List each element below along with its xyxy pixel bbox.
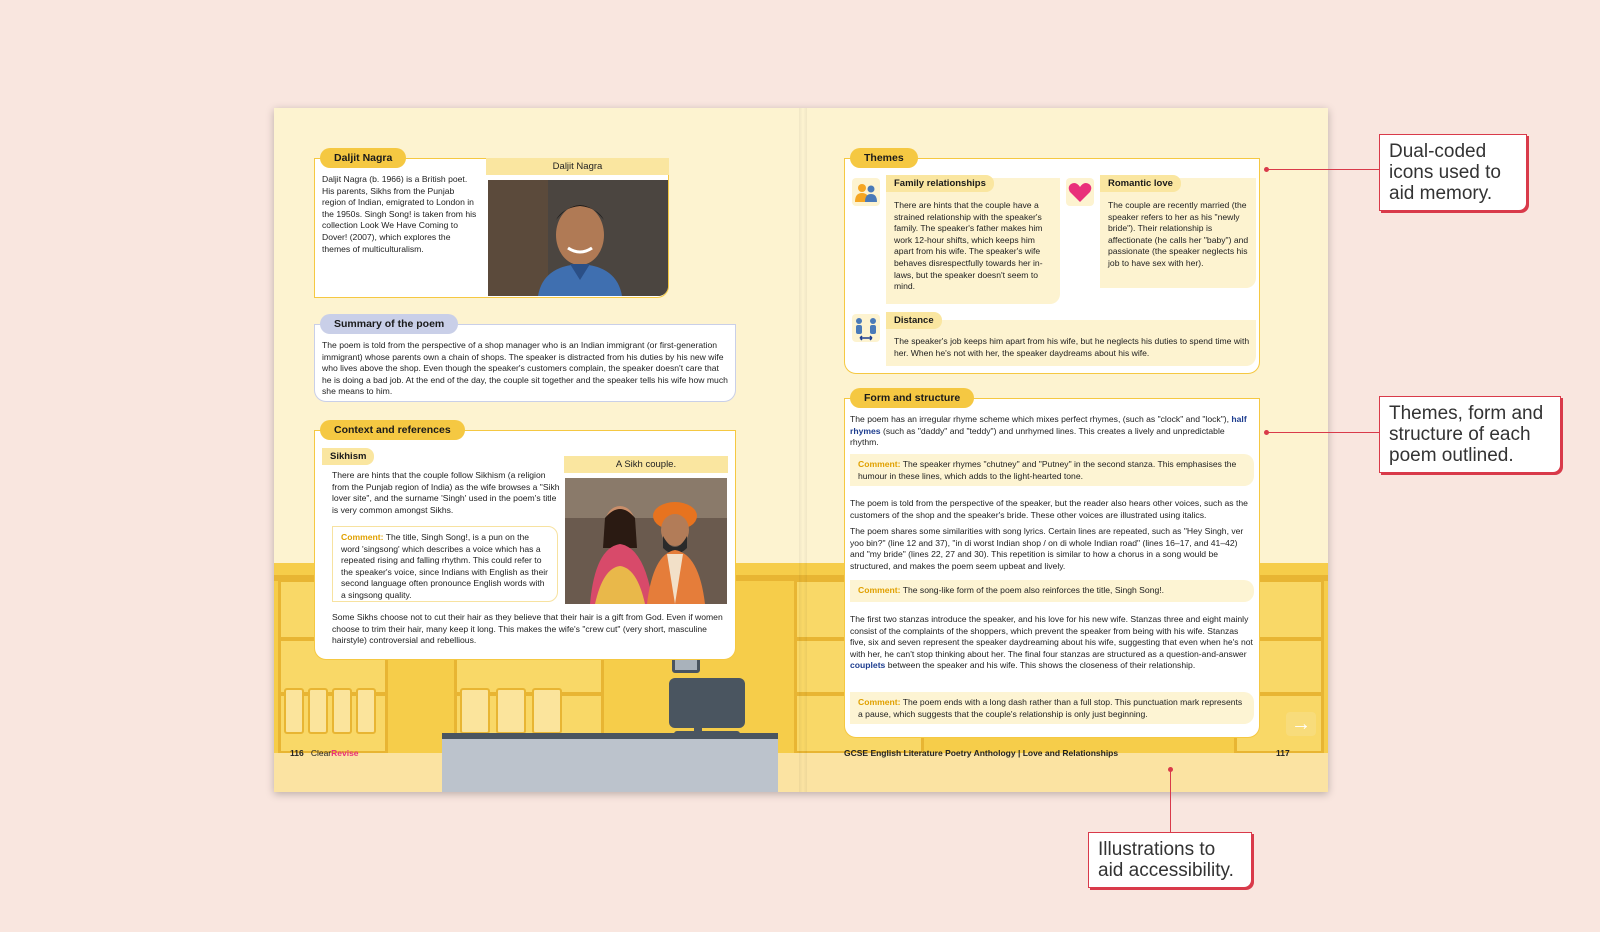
summary-body: The poem is told from the perspective of a shop manager who is an Indian immigrant (or first-generation immigrant) whose parents own a chain of shops. The speaker is distracted from his duties by his new wife who lives above the shop. Even though the speaker's customers complain, the speaker doesn't care that he is doing a bad job. At the end of the day, the couple sit together and the speaker tells his wife how much she means to him. [322,340,728,397]
distance-title: Distance [886,312,942,329]
summary-tag: Summary of the poem [320,314,458,334]
form-tag: Form and structure [850,388,974,408]
form-p4: The first two stanzas introduce the speaker, and his love for his new wife. Stanzas three and eight mainly consist of the complaints of the shoppers, which prevent the speaker from being with his wife. Stanzas five, six and seven represent the speaker daydreaming about his wife, suggesting that even when he's not with her, he can't stop thinking about her. The final four stanzas are structured as a question-and-answer couplets between the speaker and his wife. This shows the closeness of their relationship. [850,614,1253,671]
context-tag: Context and references [320,420,465,440]
cash-register [669,678,745,728]
nagra-photo-caption: Daljit Nagra [486,158,669,175]
callout-icons: Dual-coded icons used to aid memory. [1379,134,1527,211]
keyword-half-rhymes[interactable]: half rhymes [850,414,1247,436]
callout-themes: Themes, form and structure of each poem outlined. [1379,396,1561,473]
heart-icon [1066,178,1094,206]
form-comment-3: Comment: The poem ends with a long dash rather than a full stop. This punctuation mark represents a pause, which suggests that the couple's relationship is only just beginning. [850,692,1254,724]
form-p1: The poem has an irregular rhyme scheme which mixes perfect rhymes, (such as "clock" and "lock"), half rhymes (such as "daddy" and "teddy") and unrhymed lines. This creates a lively and unpredictable rhythm. [850,414,1247,448]
form-comment-2: Comment: The song-like form of the poem also reinforces the title, Singh Song!. [850,580,1254,602]
family-title: Family relationships [886,175,994,192]
page-number-right: 117 [1276,748,1290,758]
keyword-couplets[interactable]: couplets [850,660,886,671]
brand-revise: Revise [331,748,359,758]
nagra-bio: Daljit Nagra (b. 1966) is a British poet. His parents, Sikhs from the Punjab region of Indian, emigrated to London in the 1950s. Singh Song! is taken from his collection Look We Have Coming to Dover! (2007), which explores the themes of multiculturalism. [322,174,477,254]
sikh-couple-photo [565,478,727,604]
form-p2: The poem is told from the perspective of the speaker, but the reader also hears other voices, such as the customers of the shop and the speaker's bride. These other voices are illustrated using italics. [850,498,1248,520]
form-p3: The poem shares some similarities with song lyrics. Certain lines are repeated, such as "Hey Singh, ver yoo bin?" (line 12 and 37), "in di worst Indian shop / on di whole Indian road" (lines 16–17, and 41–42) and "my bride" (lines 22, 27 and 30). This repetition is similar to how a chorus in a song would be structured, and makes the poem seem upbeat and lively. [850,526,1244,571]
sikh-photo-caption: A Sikh couple. [564,456,728,473]
nagra-tag: Daljit Nagra [320,148,406,168]
sikhism-body: There are hints that the couple follow Sikhism (a religion from the Punjab region of India) as the wife browses a "Sikh lover site", and the surname 'Singh' used in the poem's title is very common amongst Sikhs. [332,470,560,515]
form-comment-1: Comment: The speaker rhymes "chutney" and "Putney" in the second stanza. This emphasises the humour in these lines, which adds to the light-hearted tone. [850,454,1254,486]
page-number-left: 116 [290,748,304,758]
arrow-right-icon[interactable]: → [1286,712,1316,736]
sikh-hair-body: Some Sikhs choose not to cut their hair as they believe that their hair is a gift from God. Even if women choose to trim their hair, many keep it long. This makes the wife's "crew cut" (very short, masculine hairstyle) controversial and rebellious. [332,612,723,646]
themes-tag: Themes [850,148,918,168]
shop-counter [442,739,778,792]
callout-illustrations: Illustrations to aid accessibility. [1088,832,1252,888]
nagra-portrait [488,180,668,296]
comment-text: The title, Singh Song!, is a pun on the word 'singsong' which describes a voice which has a repeated rising and falling rhythm. This could refer to the speaker's voice, since Indians with English as their second language often pronounce English words with a singsong quality. [341,532,549,600]
romantic-body: The couple are recently married (the speaker refers to her as his "newly bride"). Their relationship is affectionate (he calls her "baby") and passionate (the speaker neglects his job to have sex with her). [1108,200,1249,268]
left-footer [290,748,359,758]
book-spread [274,108,1328,792]
brand-clear: Clear [310,748,332,758]
family-icon [852,178,880,206]
family-body: There are hints that the couple have a strained relationship with the speaker's family. The speaker's father makes him work 12-hour shifts, which keeps him apart from his wife. The speaker's wife behaves disrespectfully towards her in-laws, but the speaker doesn't seem to mind. [894,200,1043,292]
comment-label: Comment: [341,532,384,542]
sikhism-comment [332,526,558,602]
distance-body: The speaker's job keeps him apart from his wife, but he neglects his duties to spend time with her. When he's not with her, the speaker daydreams about his wife. [894,336,1250,358]
distance-icon [852,314,880,342]
sikhism-subtag: Sikhism [322,448,374,465]
right-footer-title: GCSE English Literature Poetry Anthology | Love and Relationships [844,748,1119,758]
romantic-title: Romantic love [1100,175,1181,192]
